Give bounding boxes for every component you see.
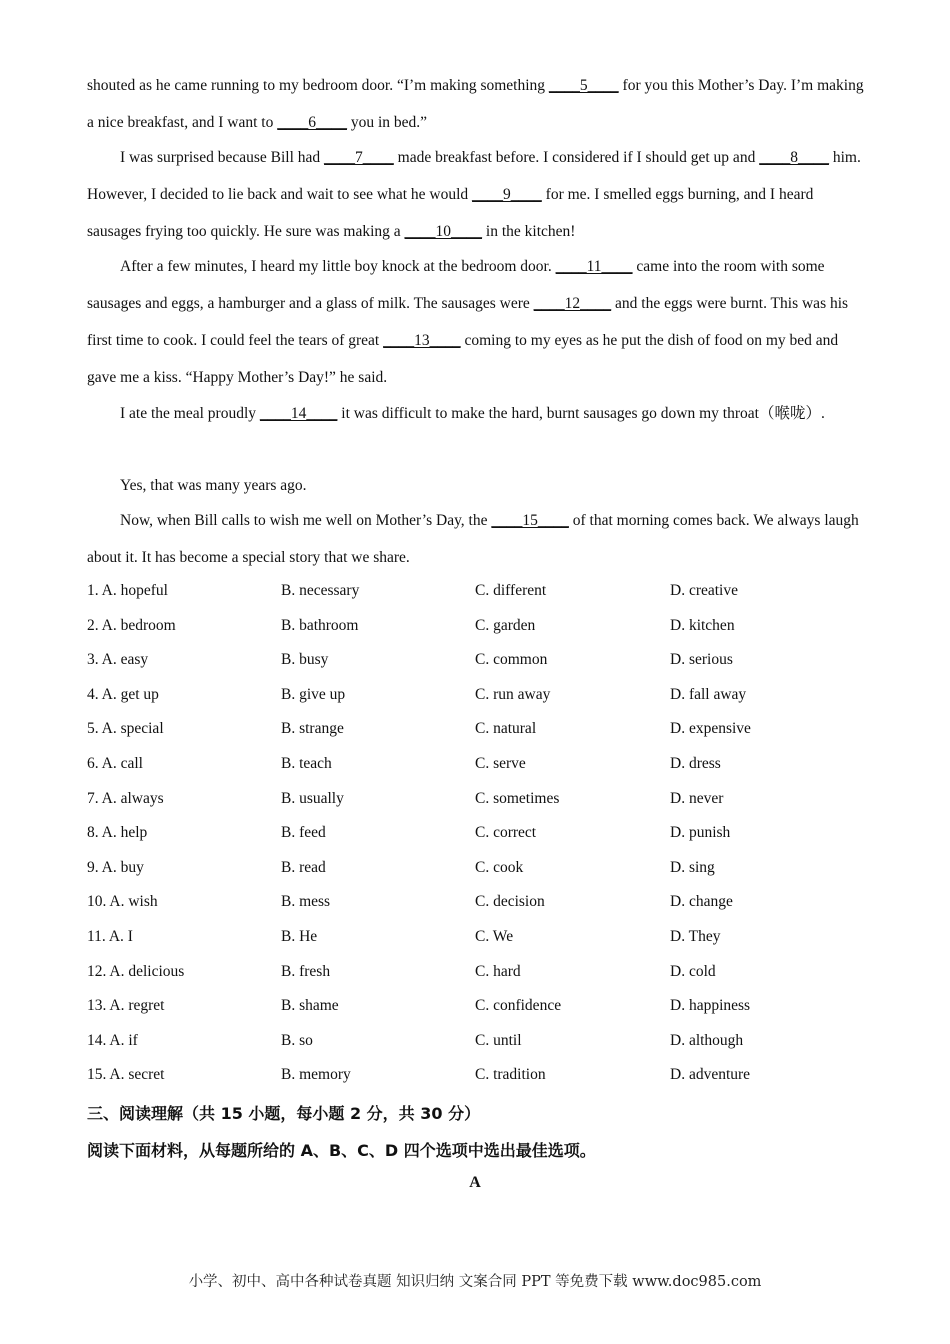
option-choice: B. feed	[281, 824, 326, 842]
option-choice: D. punish	[670, 824, 731, 842]
option-choice: C. serve	[475, 755, 526, 772]
blank-14: ____14____	[259, 405, 338, 422]
option-choice: 6. A. call	[87, 755, 143, 772]
text: made breakfast before. I considered if I should get up and	[393, 149, 760, 166]
option-choice: B. give up	[281, 685, 346, 703]
text: came into the room with some sausages and eggs, a hamburger and a glass of milk. The sausages were	[87, 258, 825, 312]
option-choice: B. usually	[281, 789, 344, 807]
option-choice: B. memory	[281, 1066, 351, 1084]
option-choice: 13. A. regret	[87, 997, 165, 1015]
option-choice: 14. A. if	[87, 1031, 138, 1049]
option-choice: C. tradition	[475, 1066, 546, 1084]
option-row	[87, 720, 867, 754]
option-choice: D. although	[670, 1031, 744, 1049]
blank-13: ____13____	[383, 332, 461, 349]
option-choice: 15. A. secret	[87, 1066, 165, 1084]
option-choice: D. kitchen	[670, 616, 735, 634]
option-choice: 4. A. get up	[87, 685, 159, 703]
option-row	[87, 651, 867, 685]
option-choice: D. happiness	[670, 997, 751, 1015]
text: After a few minutes, I heard my little boy knock at the bedroom door.	[120, 258, 556, 275]
option-choice: 2. A. bedroom	[87, 616, 176, 634]
text: for me. I smelled eggs burning, and I heard sausages frying too quickly. He sure was making a	[87, 186, 814, 240]
blank-9: ____9____	[472, 186, 542, 203]
option-choice: C. different	[475, 582, 547, 599]
option-choice: 11. A. I	[87, 928, 133, 945]
option-row	[87, 997, 867, 1031]
option-row	[87, 617, 867, 651]
option-row	[87, 686, 867, 720]
option-choice: B. so	[281, 1031, 313, 1049]
option-choice: B. He	[281, 928, 318, 945]
option-row	[87, 963, 867, 997]
text: I was surprised because Bill had	[120, 149, 325, 166]
option-row	[87, 893, 867, 927]
paragraph-6	[87, 502, 867, 576]
option-row	[87, 1032, 867, 1066]
option-choice: C. We	[475, 928, 514, 945]
option-choice: 12. A. delicious	[87, 962, 185, 980]
option-choice: D. serious	[670, 651, 733, 669]
option-choice: C. run away	[475, 685, 551, 703]
option-choice: 1. A. hopeful	[87, 582, 168, 599]
blank-15: ____15____	[491, 512, 569, 529]
option-row	[87, 928, 867, 962]
text: Now, when Bill calls to wish me well on Mother’s Day, the	[120, 512, 492, 529]
paragraph-5: Yes, that was many years ago.	[120, 477, 307, 494]
option-row	[87, 1066, 867, 1100]
page-footer: 小学、初中、高中各种试卷真题 知识归纳 文案合同 PPT 等免费下载 www.doc985.com	[188, 1274, 762, 1290]
option-choice: D. They	[670, 928, 721, 945]
option-choice: D. change	[670, 893, 733, 911]
section-instruction: 阅读下面材料，从每题所给的 A、B、C、D 四个选项中选出最佳选项。	[87, 1141, 596, 1160]
text: of that morning comes back. We always laugh about it. It has become a special story that we share.	[87, 512, 859, 566]
blank-10: ____10____	[404, 223, 483, 240]
option-row	[87, 859, 867, 893]
option-choice: B. fresh	[281, 962, 331, 980]
paragraph-4	[87, 395, 867, 432]
option-choice: D. never	[670, 789, 724, 807]
paragraph-2	[87, 139, 867, 250]
option-choice: 5. A. special	[87, 720, 164, 738]
option-choice: D. fall away	[670, 685, 747, 703]
option-choice: 8. A. help	[87, 824, 148, 842]
option-choice: D. sing	[670, 858, 715, 876]
option-choice: B. busy	[281, 651, 329, 669]
option-choice: D. dress	[670, 755, 721, 772]
option-choice: B. shame	[281, 997, 339, 1015]
option-choice: 7. A. always	[87, 789, 164, 807]
option-choice: 3. A. easy	[87, 651, 149, 669]
option-choice: D. creative	[670, 582, 738, 599]
blank-12: ____12____	[533, 295, 612, 312]
option-choice: 10. A. wish	[87, 893, 158, 911]
option-choice: C. correct	[475, 824, 537, 842]
option-choice: D. cold	[670, 962, 716, 980]
blank-5: ____5____	[548, 77, 619, 94]
text: and the eggs were burnt. This was his first time to cook. I could feel the tears of great	[87, 295, 849, 349]
blank-11: ____11____	[555, 258, 633, 275]
option-choice: C. until	[475, 1031, 522, 1049]
option-choice: C. sometimes	[475, 789, 560, 807]
option-choice: B. strange	[281, 720, 344, 738]
option-choice: C. cook	[475, 858, 524, 876]
text: in the kitchen!	[482, 223, 576, 240]
option-choice: C. garden	[475, 616, 536, 634]
option-choice: B. mess	[281, 893, 331, 911]
option-choice: D. adventure	[670, 1066, 751, 1084]
text: I ate the meal proudly	[120, 405, 260, 422]
option-choice: C. common	[475, 651, 548, 669]
paragraph-1	[87, 67, 867, 141]
option-choice: D. expensive	[670, 720, 751, 738]
text: shouted as he came running to my bedroom door. “I’m making something	[87, 77, 549, 94]
option-choice: C. hard	[475, 962, 521, 980]
blank-7: ____7____	[324, 149, 394, 166]
text: for you this Mother’s Day. I’m making a nice breakfast, and I want to	[87, 77, 864, 131]
option-choice: C. confidence	[475, 997, 562, 1015]
option-row	[87, 582, 867, 616]
option-choice: B. necessary	[281, 582, 360, 599]
blank-6: ____6____	[277, 114, 347, 131]
option-row	[87, 755, 867, 789]
text: him. However, I decided to lie back and wait to see what he would	[87, 149, 861, 203]
part-label: A	[469, 1174, 481, 1191]
blank-8: ____8____	[759, 149, 829, 166]
text: coming to my eyes as he put the dish of food on my bed and gave me a kiss. “Happy Mother’s Day!” he said.	[87, 332, 839, 386]
option-choice: 9. A. buy	[87, 858, 144, 876]
option-row	[87, 824, 867, 858]
option-row	[87, 790, 867, 824]
text: you in bed.”	[346, 114, 428, 131]
text: it was difficult to make the hard, burnt sausages go down my throat（喉咙）.	[337, 405, 825, 422]
option-choice: C. decision	[475, 893, 545, 911]
option-choice: B. read	[281, 858, 326, 876]
option-choice: B. bathroom	[281, 616, 359, 634]
option-choice: B. teach	[281, 755, 332, 772]
paragraph-3	[87, 248, 867, 396]
section-title: 三、阅读理解（共 15 小题，每小题 2 分，共 30 分）	[87, 1104, 481, 1123]
option-choice: C. natural	[475, 720, 537, 738]
